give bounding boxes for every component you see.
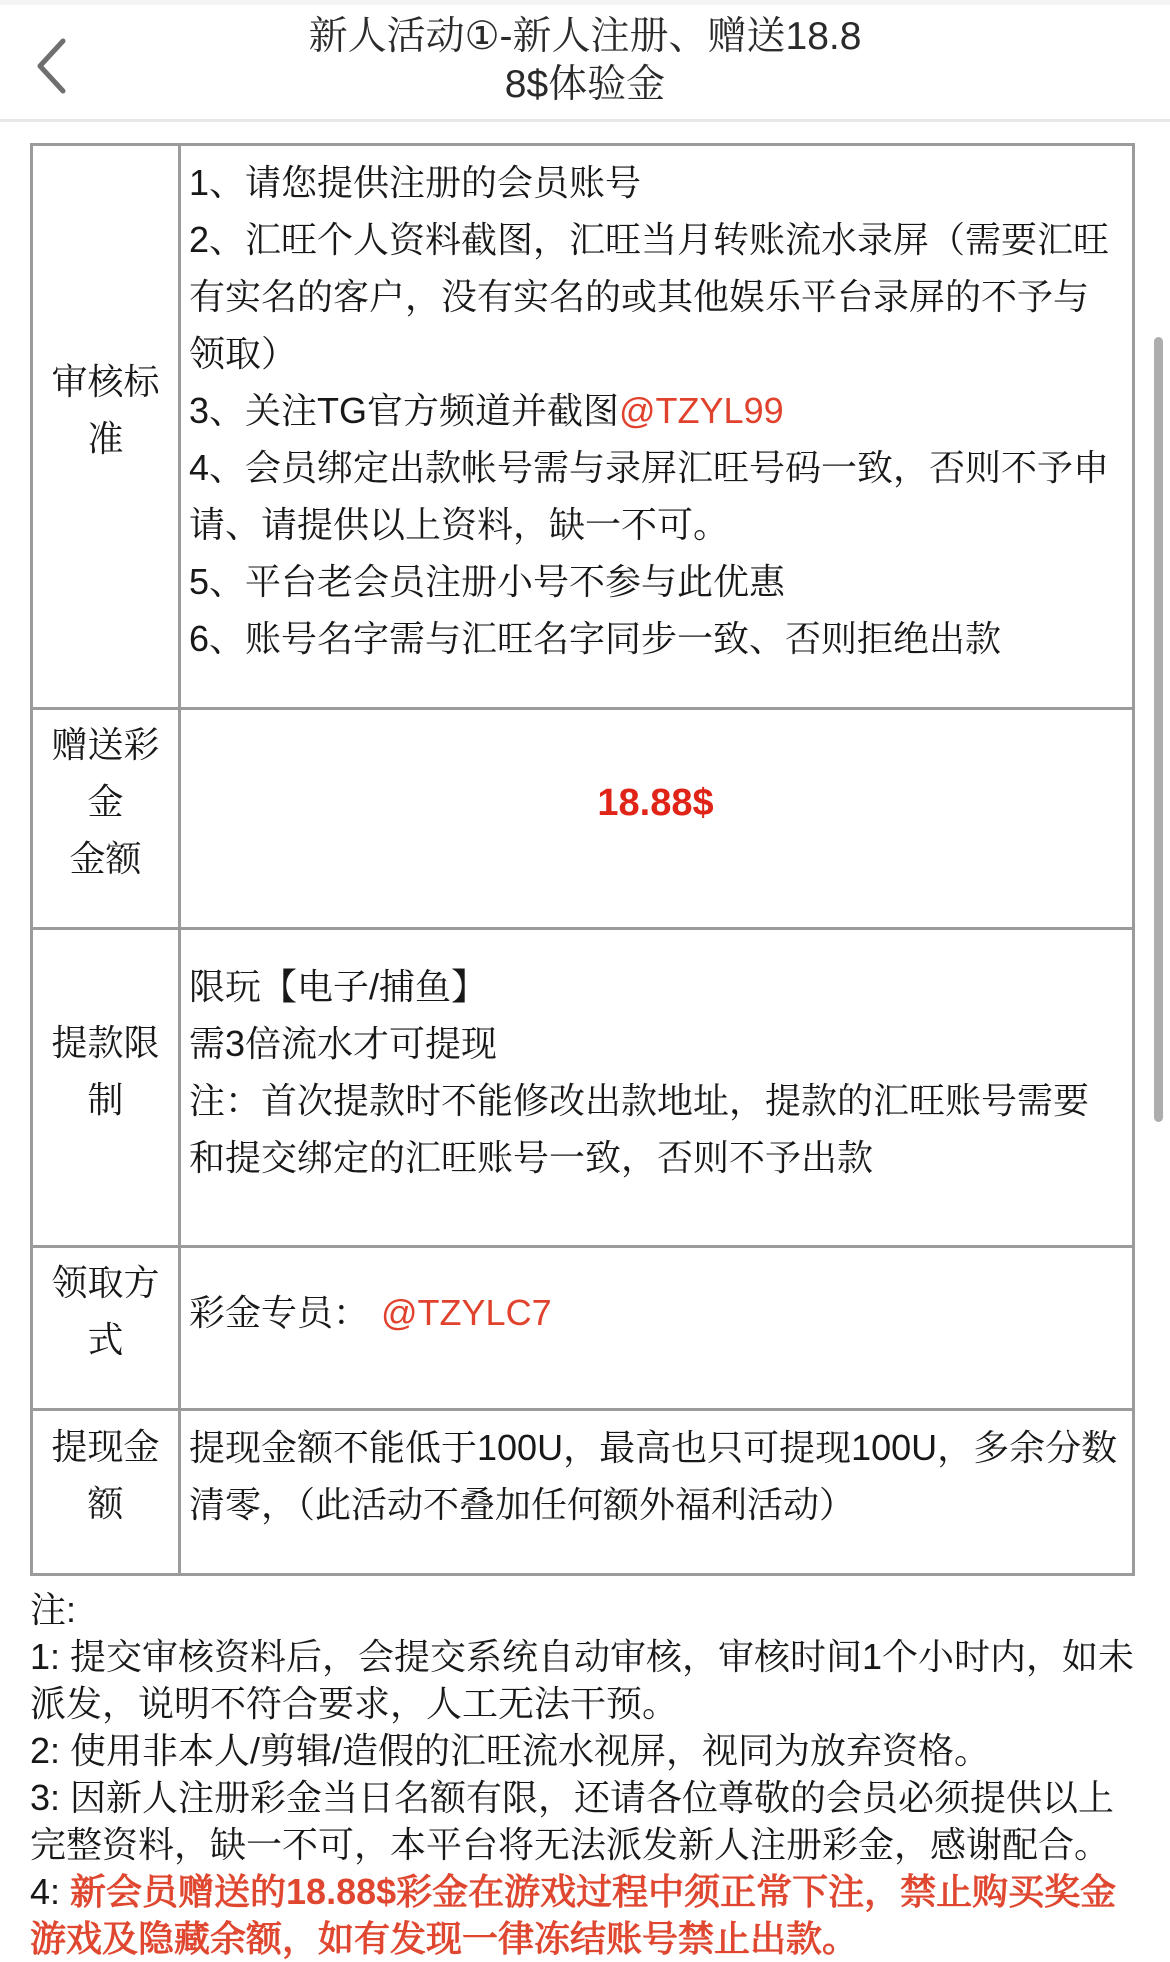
table-row-withdrawal-limit [32, 929, 1134, 1247]
row-content-withdrawal-amount [180, 1410, 1134, 1575]
criteria-item: 1、请您提供注册的会员账号 [189, 162, 642, 203]
tg-channel-handle: @TZYL99 [619, 390, 784, 431]
promo-rules-table [30, 143, 1135, 1576]
limit-line: 限玩【电子/捕鱼】 [189, 965, 488, 1007]
table-row-review-criteria [32, 145, 1134, 709]
criteria-item: 6、账号名字需与汇旺名字同步一致、否则拒绝出款 [189, 618, 1002, 659]
claim-method-text: 彩金专员： [189, 1291, 370, 1333]
page-header [0, 5, 1170, 122]
limit-line: 需3倍流水才可提现 [189, 1022, 498, 1064]
row-content-withdrawal-limit [180, 929, 1134, 1247]
withdrawal-amount-text: 提现金额不能低于100U，最高也只可提现100U，多余分数清零，（此活动不叠加任何额外福利活动） [189, 1427, 1118, 1525]
row-content-review-criteria [180, 145, 1134, 709]
table-row-bonus-amount [32, 709, 1134, 929]
page-title-line2: 8$体验金 [504, 63, 666, 106]
footnote-item-4 [30, 1868, 1138, 1962]
footnote-item-3: 3: 因新人注册彩金当日名额有限，还请各位尊敬的会员必须提供以上完整资料，缺一不可，本平台将无法派发新人注册彩金，感谢配合。 [30, 1777, 1115, 1865]
claim-specialist-handle: @TZYLC7 [381, 1291, 552, 1333]
row-label-bonus-amount: 赠送彩金 金额 [32, 709, 180, 929]
criteria-item: 4、会员绑定出款帐号需与录屏汇旺号码一致，否则不予申请、请提供以上资料，缺一不可。 [189, 447, 1110, 545]
row-label-review-criteria: 审核标准 [32, 145, 180, 709]
criteria-item: 2、汇旺个人资料截图，汇旺当月转账流水录屏（需要汇旺有实名的客户，没有实名的或其他娱乐平台录屏的不予与领取） [189, 219, 1110, 374]
row-label-withdrawal-limit: 提款限制 [32, 929, 180, 1247]
back-button[interactable] [16, 27, 86, 107]
chevron-left-icon [34, 37, 68, 98]
scrollbar-thumb[interactable] [1154, 337, 1163, 1122]
page-title-line1: 新人活动①-新人注册、赠送18.8 [308, 15, 862, 58]
row-label-withdrawal-amount: 提现金额 [32, 1410, 180, 1575]
table-row-withdrawal-amount [32, 1410, 1134, 1575]
footnote-heading: 注: [30, 1589, 77, 1630]
row-content-bonus-amount [180, 709, 1134, 929]
row-content-claim-method [180, 1247, 1134, 1410]
table-row-claim-method [32, 1247, 1134, 1410]
limit-line: 注：首次提款时不能修改出款地址，提款的汇旺账号需要和提交绑定的汇旺账号一致，否则不予出款 [189, 1079, 1090, 1178]
footnotes [30, 1586, 1138, 1962]
footnote-4-warning-text: 新会员赠送的18.88$彩金在游戏过程中须正常下注，禁止购买奖金游戏及隐藏余额，如有发现一律冻结账号禁止出款。 [30, 1871, 1117, 1959]
page-title [185, 5, 985, 109]
row-label-claim-method: 领取方式 [32, 1247, 180, 1410]
footnote-item-1: 1: 提交审核资料后，会提交系统自动审核，审核时间1个小时内，如未派发，说明不符合要求，人工无法干预。 [30, 1636, 1135, 1724]
bonus-amount-value: 18.88$ [597, 781, 714, 824]
footnote-4-prefix: 4: [30, 1871, 71, 1912]
footnote-item-2: 2: 使用非本人/剪辑/造假的汇旺流水视屏，视同为放弃资格。 [30, 1730, 991, 1771]
criteria-item: 5、平台老会员注册小号不参与此优惠 [189, 561, 786, 602]
criteria-item: 3、关注TG官方频道并截图@TZYL99 [189, 390, 784, 431]
